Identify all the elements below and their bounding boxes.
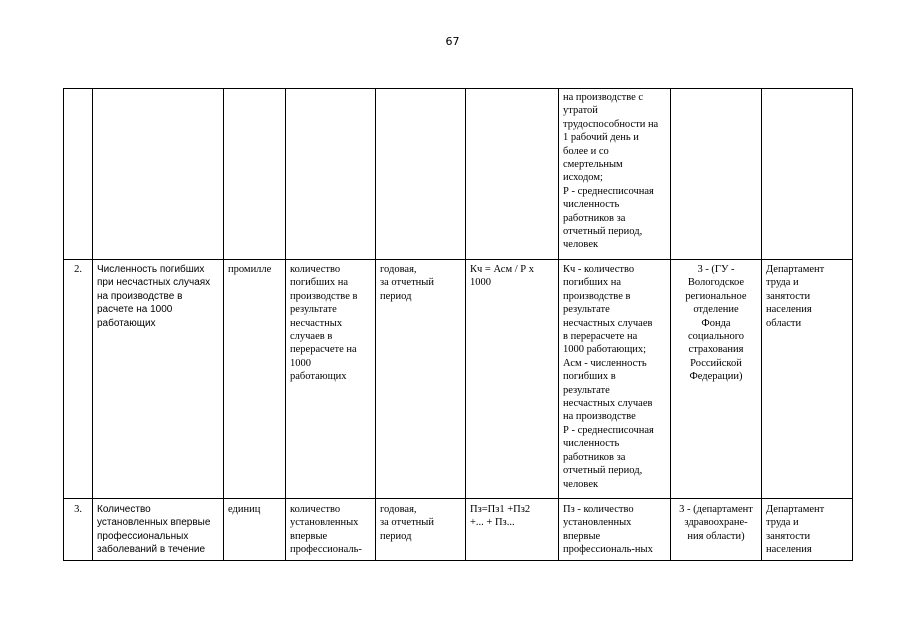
table-row [64, 260, 853, 499]
row-number-cell: 2. [64, 260, 93, 499]
responsible-cell: Департамент труда и занятости населения области [762, 260, 853, 499]
source-cell: 3 - (ГУ - Вологодское региональное отделение Фонда социального страхования Российской Федерации) [671, 260, 762, 499]
description-cell: на производстве с утратой трудоспособности на 1 рабочий день и более и со смертельным исходом; Р - среднесписочная численность работников за отчетный период, человек [559, 89, 671, 260]
definition-cell: количество установленных впервые профессиональ- [286, 499, 376, 561]
source-cell [671, 89, 762, 260]
periodicity-cell: годовая, за отчетный период [376, 499, 466, 561]
responsible-cell: Департамент труда и занятости населения [762, 499, 853, 561]
indicator-table [63, 88, 853, 561]
periodicity-cell: годовая, за отчетный период [376, 260, 466, 499]
description-cell: Кч - количество погибших на производстве в результате несчастных случаев в перерасчете на 1000 работающих; Асм - численность погибших в результате несчастных случаев на производстве Р - среднесписочная численность работников за отчетный период, человек [559, 260, 671, 499]
formula-cell [466, 89, 559, 260]
indicator-name-cell: Численность погибших при несчастных случаях на производстве в расчете на 1000 работающих [93, 260, 224, 499]
description-cell: Пз - количество установленных впервые профессиональ-ных [559, 499, 671, 561]
row-number-cell [64, 89, 93, 260]
definition-cell [286, 89, 376, 260]
periodicity-cell [376, 89, 466, 260]
unit-cell [224, 89, 286, 260]
definition-cell: количество погибших на производстве в результате несчастных случаев в перерасчете на 1000 работающих [286, 260, 376, 499]
source-cell: 3 - (департамент здравоохране- ния области) [671, 499, 762, 561]
row-number-cell: 3. [64, 499, 93, 561]
indicator-name-cell: Количество установленных впервые профессиональных заболеваний в течение [93, 499, 224, 561]
table-row [64, 89, 853, 260]
unit-cell: промилле [224, 260, 286, 499]
responsible-cell [762, 89, 853, 260]
formula-cell: Кч = Асм / Р х 1000 [466, 260, 559, 499]
page-number: 67 [445, 35, 460, 48]
table-row [64, 499, 853, 561]
indicator-name-cell [93, 89, 224, 260]
formula-cell: Пз=Пз1 +Пз2 +... + Пз... [466, 499, 559, 561]
unit-cell: единиц [224, 499, 286, 561]
